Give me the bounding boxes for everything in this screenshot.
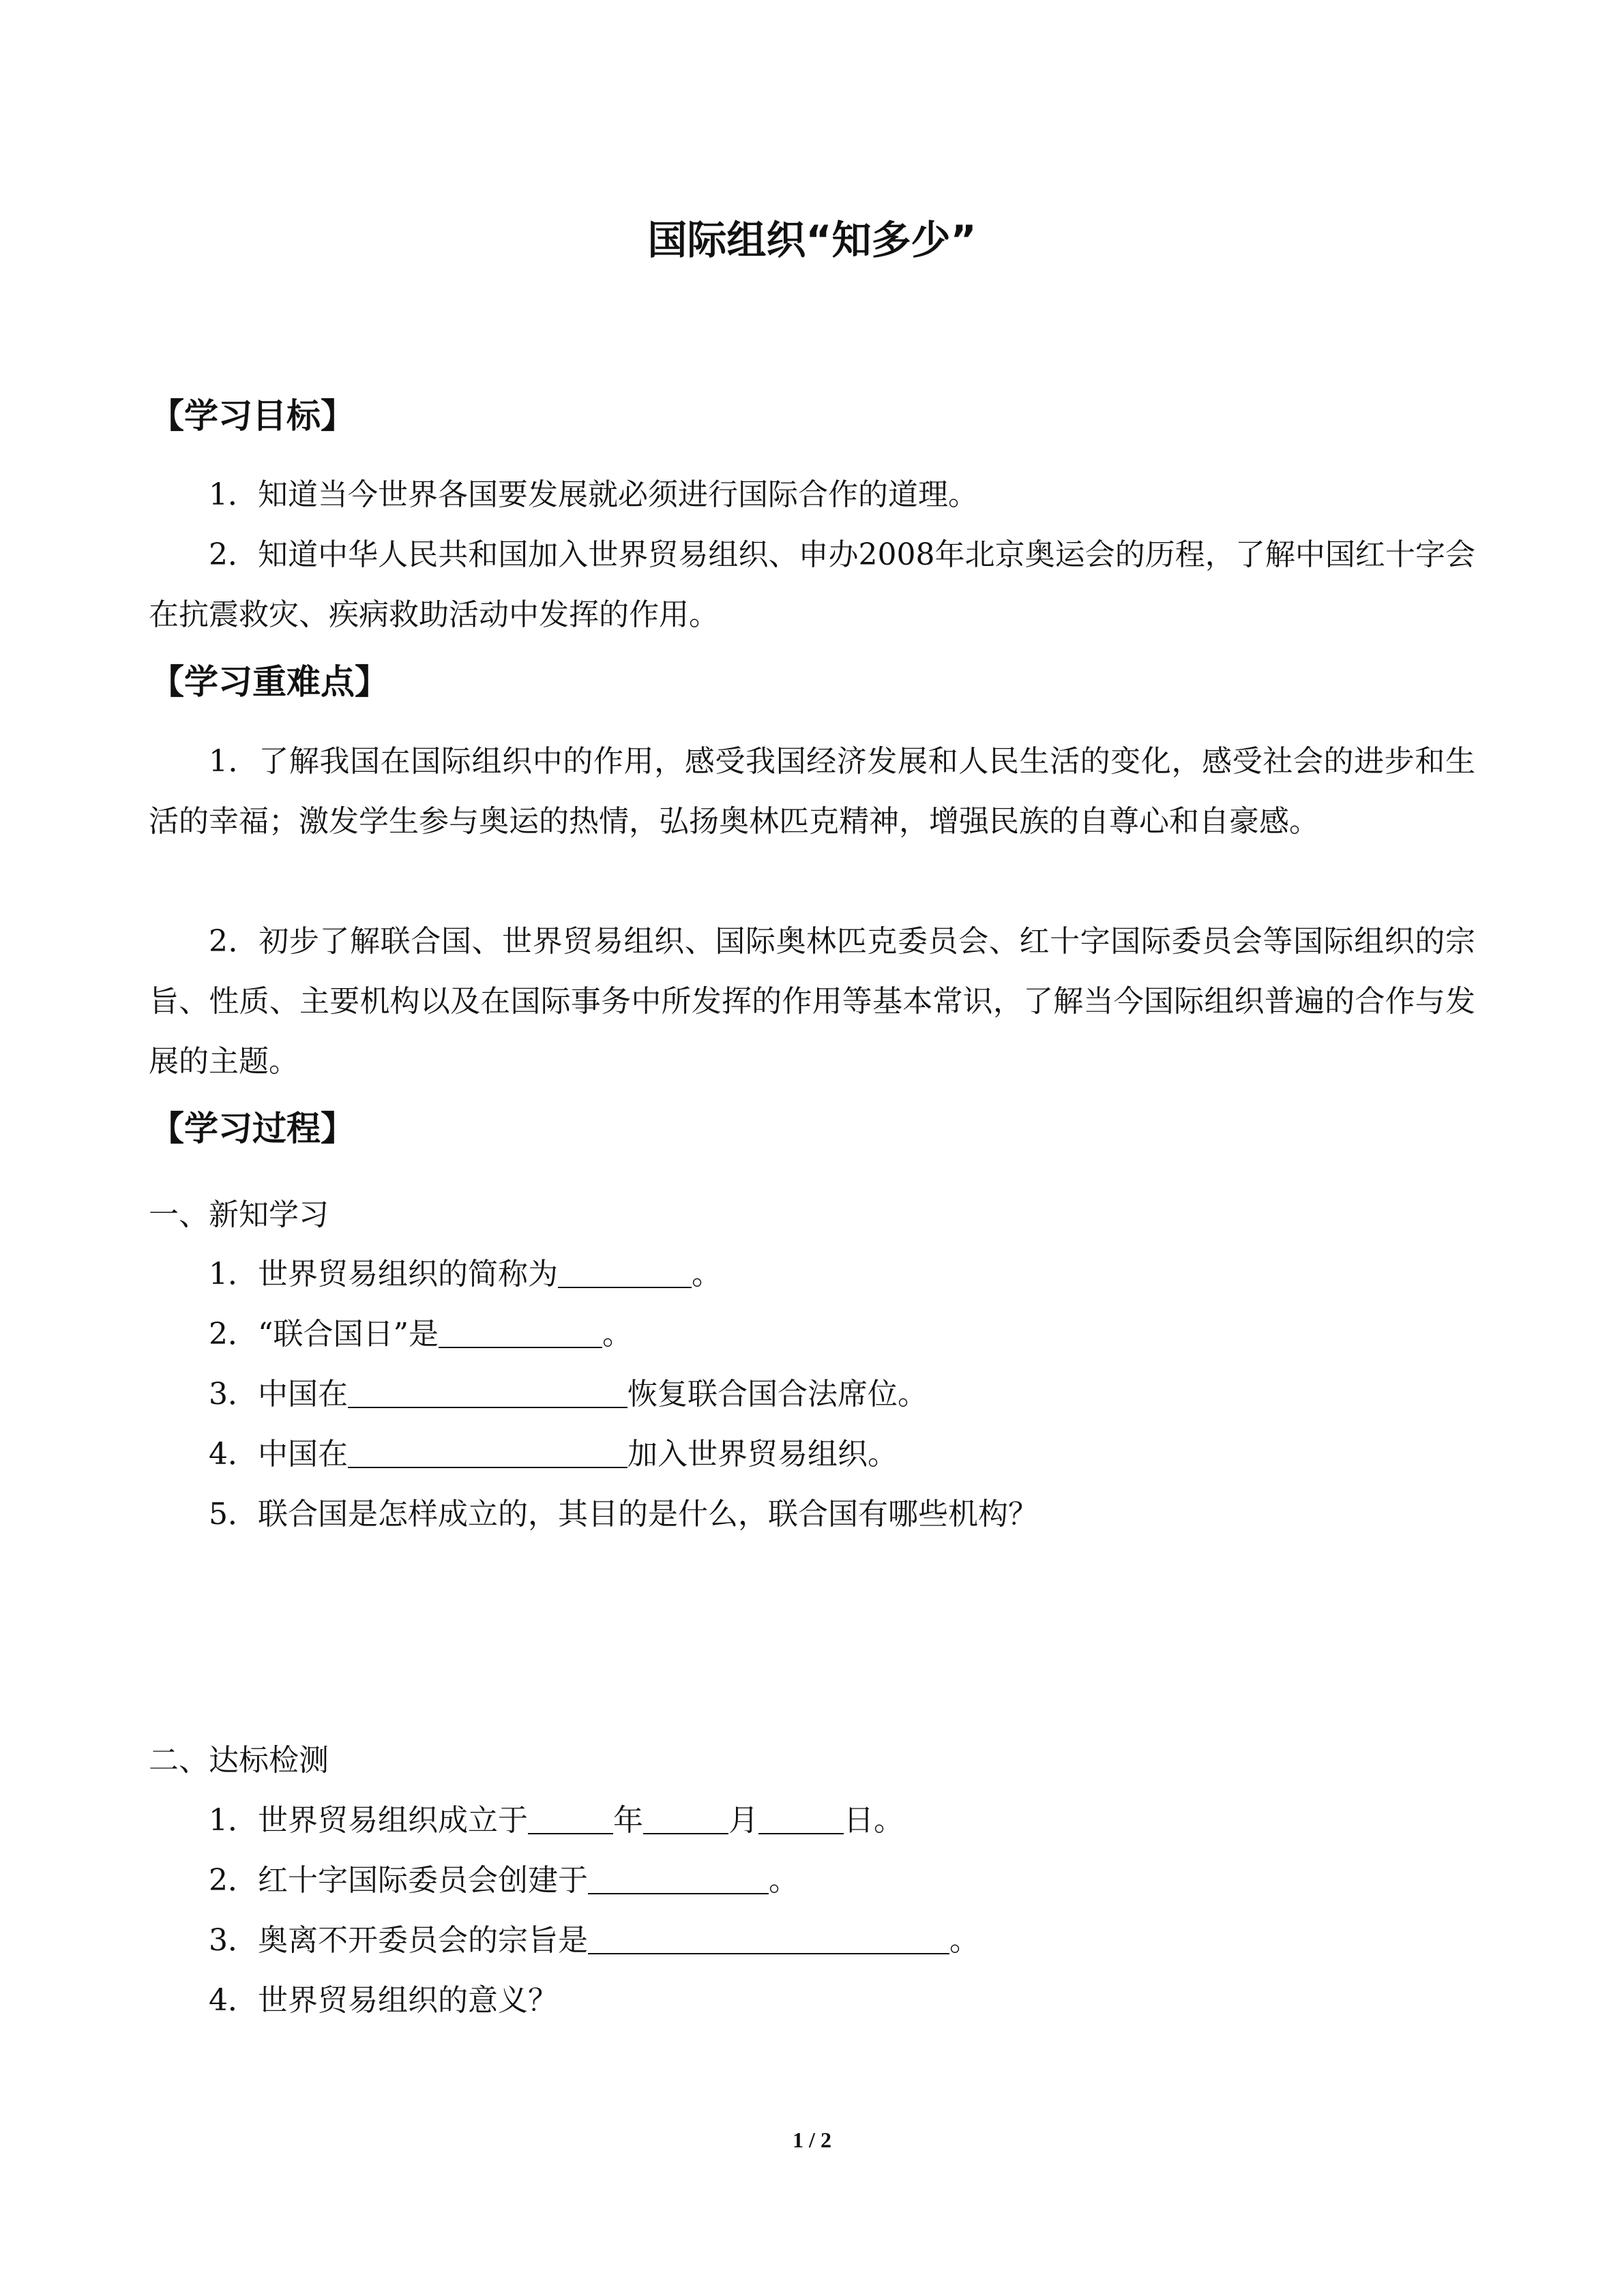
document-title: 国际组织“知多少”: [647, 217, 977, 263]
objective-item-1: 1．知道当今世界各国要发展就必须进行国际合作的道理。: [209, 477, 978, 512]
key-point-item-2: 2．初步了解联合国、世界贸易组织、国际奥林匹克委员会、红十字国际委员会等国际组织的宗旨、性质、主要机构以及在国际事务中所发挥的作用等基本常识，了解当今国际组织普遍的合作与发展的主题。: [149, 924, 1475, 1079]
part1-question-4: [209, 1429, 898, 1473]
answer-blank[interactable]: [558, 1259, 692, 1288]
question-text: 1．世界贸易组织成立于: [209, 1803, 528, 1838]
process-heading: 【学习过程】: [150, 1109, 355, 1148]
part2-question-3: [209, 1915, 979, 1959]
question-text: 加入世界贸易组织。: [628, 1437, 898, 1472]
objective-item-2: 2．知道中华人民共和国加入世界贸易组织、申办2008年北京奥运会的历程，了解中国红十字会在抗震救灾、疾病救助活动中发挥的作用。: [149, 537, 1475, 632]
question-text: 。: [769, 1863, 799, 1898]
question-text: 2．“联合国日”是: [209, 1317, 439, 1352]
part2-title: 二、达标检测: [149, 1743, 329, 1778]
year-label: 年: [613, 1803, 643, 1838]
part1-question-5: 5．联合国是怎样成立的，其目的是什么，联合国有哪些机构？: [209, 1497, 1038, 1532]
part2-question-4: 4．世界贸易组织的意义？: [209, 1983, 558, 2018]
question-text: 。: [949, 1923, 979, 1958]
question-text: 恢复联合国合法席位。: [628, 1377, 928, 1412]
part1-question-1: [209, 1249, 722, 1293]
question-text: 。: [602, 1317, 632, 1352]
month-label: 月: [728, 1803, 758, 1838]
key-points-heading: 【学习重难点】: [150, 662, 389, 702]
day-label: 日。: [844, 1803, 904, 1838]
page-number: 1 / 2: [793, 2128, 831, 2152]
part2-question-2: [209, 1855, 799, 1899]
part1-question-2: [209, 1309, 632, 1353]
part1-question-3: [209, 1369, 928, 1413]
objectives-heading: 【学习目标】: [150, 396, 355, 436]
month-blank[interactable]: [643, 1806, 728, 1834]
answer-blank[interactable]: [348, 1380, 628, 1408]
answer-blank[interactable]: [439, 1320, 602, 1348]
question-text: 4．中国在: [209, 1437, 348, 1472]
day-blank[interactable]: [758, 1806, 844, 1834]
year-blank[interactable]: [528, 1806, 613, 1834]
question-text: 3．奥离不开委员会的宗旨是: [209, 1923, 588, 1958]
answer-blank[interactable]: [588, 1866, 769, 1894]
question-text: 1．世界贸易组织的简称为: [209, 1257, 558, 1292]
question-text: 。: [692, 1257, 722, 1292]
answer-blank[interactable]: [588, 1926, 949, 1954]
answer-blank[interactable]: [348, 1440, 628, 1468]
question-text: 3．中国在: [209, 1377, 348, 1412]
part2-question-1: [209, 1795, 904, 1839]
part1-title: 一、新知学习: [149, 1197, 329, 1232]
key-point-item-1: 1．了解我国在国际组织中的作用，感受我国经济发展和人民生活的变化，感受社会的进步和生活的幸福；激发学生参与奥运的热情，弘扬奥林匹克精神，增强民族的自尊心和自豪感。: [149, 744, 1475, 839]
question-text: 2．红十字国际委员会创建于: [209, 1863, 588, 1898]
